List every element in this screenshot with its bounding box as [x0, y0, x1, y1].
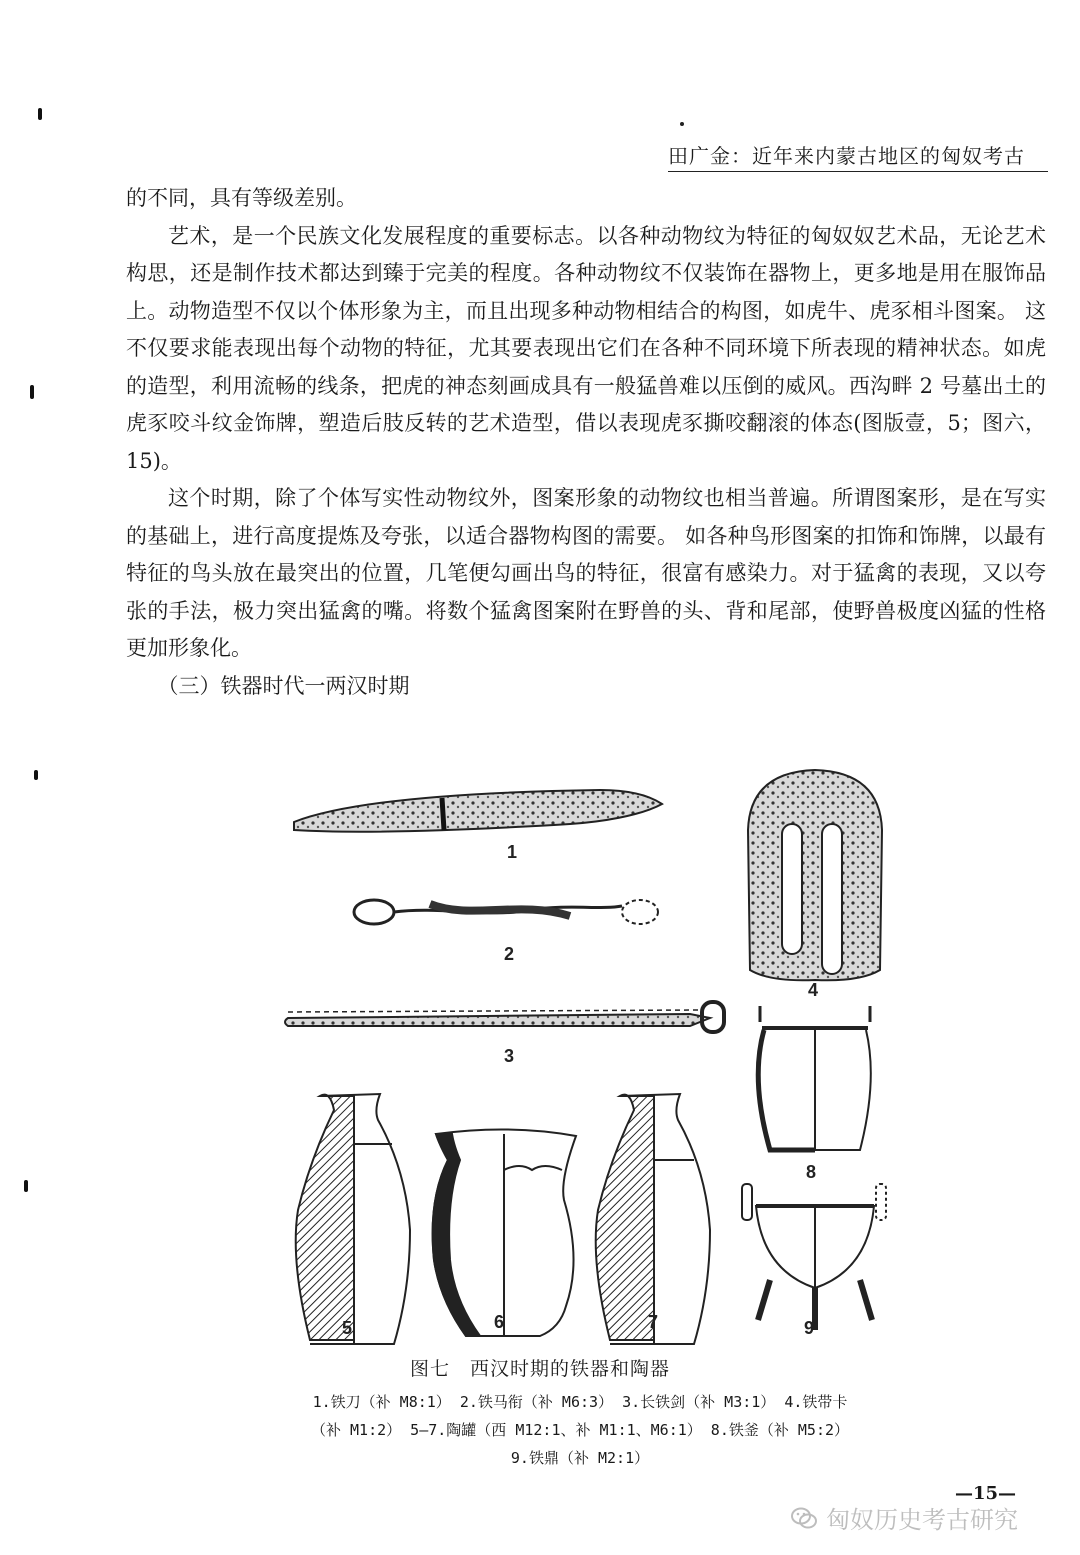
figure-label-3: 3 [504, 1046, 515, 1066]
pottery-jar-7-drawing [596, 1094, 710, 1344]
iron-cauldron-drawing [758, 1006, 871, 1150]
figure-label-1: 1 [507, 842, 518, 862]
body-text [126, 180, 1046, 705]
figure-caption-title: 图七 西汉时期的铁器和陶器 [409, 1358, 670, 1380]
pottery-jar-6-drawing [433, 1129, 576, 1336]
paragraph-3: 这个时期，除了个体写实性动物纹外，图案形象的动物纹也相当普遍。所谓图案形，是在写实的基础上，进行高度提炼及夸张，以适合器物构图的需要。 如各种鸟形图案的扣饰和饰牌，以最有特征的鸟头放在最突出的位置，几笔便勾画出鸟的特征，很富有感染力。对于猛禽的表现，又以夸张的手法，极力突出猛禽的嘴。将数个猛禽图案附在野兽的头、背和尾部，使野兽极度凶猛的性格更加形象化。 [126, 486, 1046, 660]
figure-label-7: 7 [648, 1312, 659, 1332]
watermark-text: 匈奴历史考古研究 [826, 1506, 1018, 1534]
figure-label-8: 8 [806, 1162, 817, 1182]
header-dot [680, 122, 684, 126]
iron-horse-bit-drawing [354, 900, 658, 924]
wechat-icon [790, 1504, 818, 1532]
figure-label-5: 5 [342, 1318, 353, 1338]
figure-caption-body [270, 1388, 890, 1472]
paragraph-2: 艺术，是一个民族文化发展程度的重要标志。以各种动物纹为特征的匈奴奴艺术品，无论艺术构思，还是制作技术都达到臻于完美的程度。各种动物纹不仅装饰在器物上，更多地是用在服饰品上。动物造型不仅以个体形象为主，而且出现多种动物相结合的构图，如虎牛、虎豕相斗图案。 这不仅要求能表现出每个动物的特征，尤其要表现出它们在各种不同环境下所表现的精神状态。如虎的造型，利用流畅的线条，把虎的神态刻画成具有一般猛兽难以压倒的威风。西沟畔 2 号墓出土的虎豕咬斗纹金饰牌，塑造后肢反转的艺术造型，借以表现虎豕撕咬翻滚的体态(图版壹，5；图六，15)。 [126, 223, 1046, 473]
paragraph-1: 的不同，具有等级差别。 [126, 186, 357, 210]
scan-mark [38, 108, 42, 120]
watermark [790, 1500, 1018, 1535]
pottery-jar-5-drawing [296, 1094, 410, 1344]
long-iron-sword-drawing [285, 1002, 724, 1032]
caption-line: （补 M1:2） 5—7.陶罐（西 M12:1、补 M1:1、M6:1） 8.铁釜（补 M5:2） [310, 1421, 850, 1439]
caption-line: 9.铁鼎（补 M2:1） [510, 1449, 650, 1467]
caption-line: 1.铁刀（补 M8:1） 2.铁马衔（补 M6:3） 3.长铁剑（补 M3:1） 4.铁带卡 [312, 1393, 848, 1411]
iron-knife-drawing [294, 790, 662, 832]
figure-label-4: 4 [808, 980, 819, 1000]
page-number: —15— [955, 1483, 1017, 1504]
scan-mark [34, 770, 38, 780]
section-heading: （三）铁器时代一两汉时期 [157, 673, 410, 698]
iron-tripod-drawing [742, 1184, 886, 1330]
running-header: 田广金：近年来内蒙古地区的匈奴考古 [668, 140, 1048, 172]
figure-label-9: 9 [804, 1318, 815, 1338]
figure-label-6: 6 [494, 1312, 505, 1332]
artifact-figure [270, 760, 890, 1360]
scan-mark [30, 385, 34, 399]
figure-label-2: 2 [504, 944, 515, 964]
scan-mark [24, 1180, 28, 1192]
iron-belt-buckle-drawing [748, 770, 882, 980]
